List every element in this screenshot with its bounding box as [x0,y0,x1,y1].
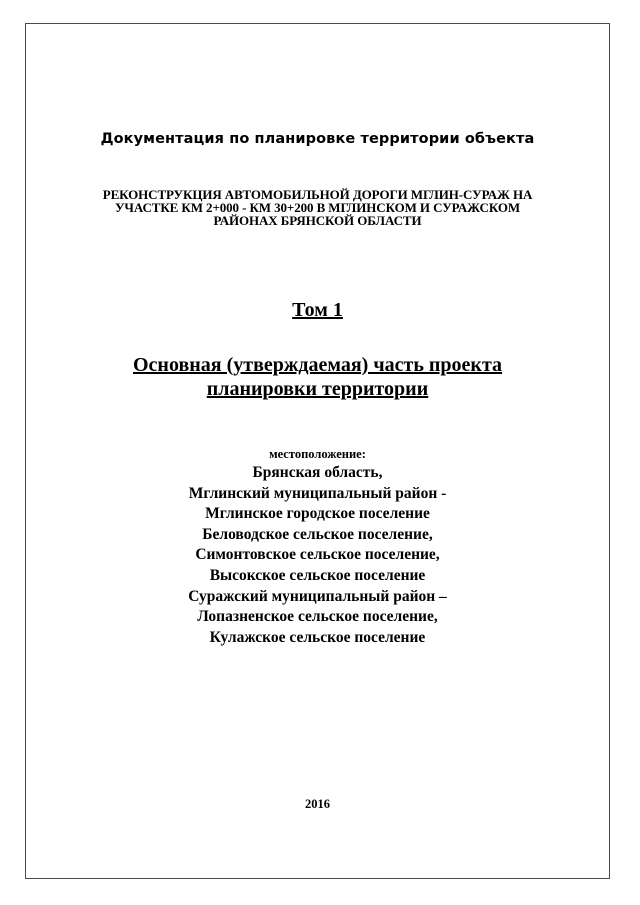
location-line: Суражский муниципальный район – [188,587,447,605]
document-title: Документация по планировке территории объекта [100,131,535,147]
volume-number: Том 1 [292,299,343,321]
location-line: Беловодское сельское поселение, [202,525,433,543]
part-title-line: планировки территории [206,378,429,400]
document-year: 2016 [305,797,330,811]
location-line: Мглинский муниципальный район - [188,484,447,502]
project-name [25,188,610,227]
project-name-line: РАЙОНАХ БРЯНСКОЙ ОБЛАСТИ [213,213,422,228]
part-title-line: Основная (утверждаемая) часть проекта [132,354,503,376]
project-name-line: УЧАСТКЕ КМ 2+000 - КМ 30+200 В МГЛИНСКОМ И СУРАЖСКОМ [114,200,521,215]
part-title [25,353,610,401]
location-line: Брянская область, [252,464,383,481]
location-line: Мглинское городское поселение [205,505,430,523]
project-name-line: РЕКОНСТРУКЦИЯ АВТОМОБИЛЬНОЙ ДОРОГИ МГЛИН-СУРАЖ НА [102,187,533,202]
location-label: местоположение: [269,447,366,461]
location-line: Лопазненское сельское поселение, [197,608,438,626]
location-line: Кулажское сельское поселение [209,628,426,646]
location-section [25,446,610,648]
location-line: Высокское сельское поселение [209,566,426,584]
location-line: Симонтовское сельское поселение, [195,546,440,564]
